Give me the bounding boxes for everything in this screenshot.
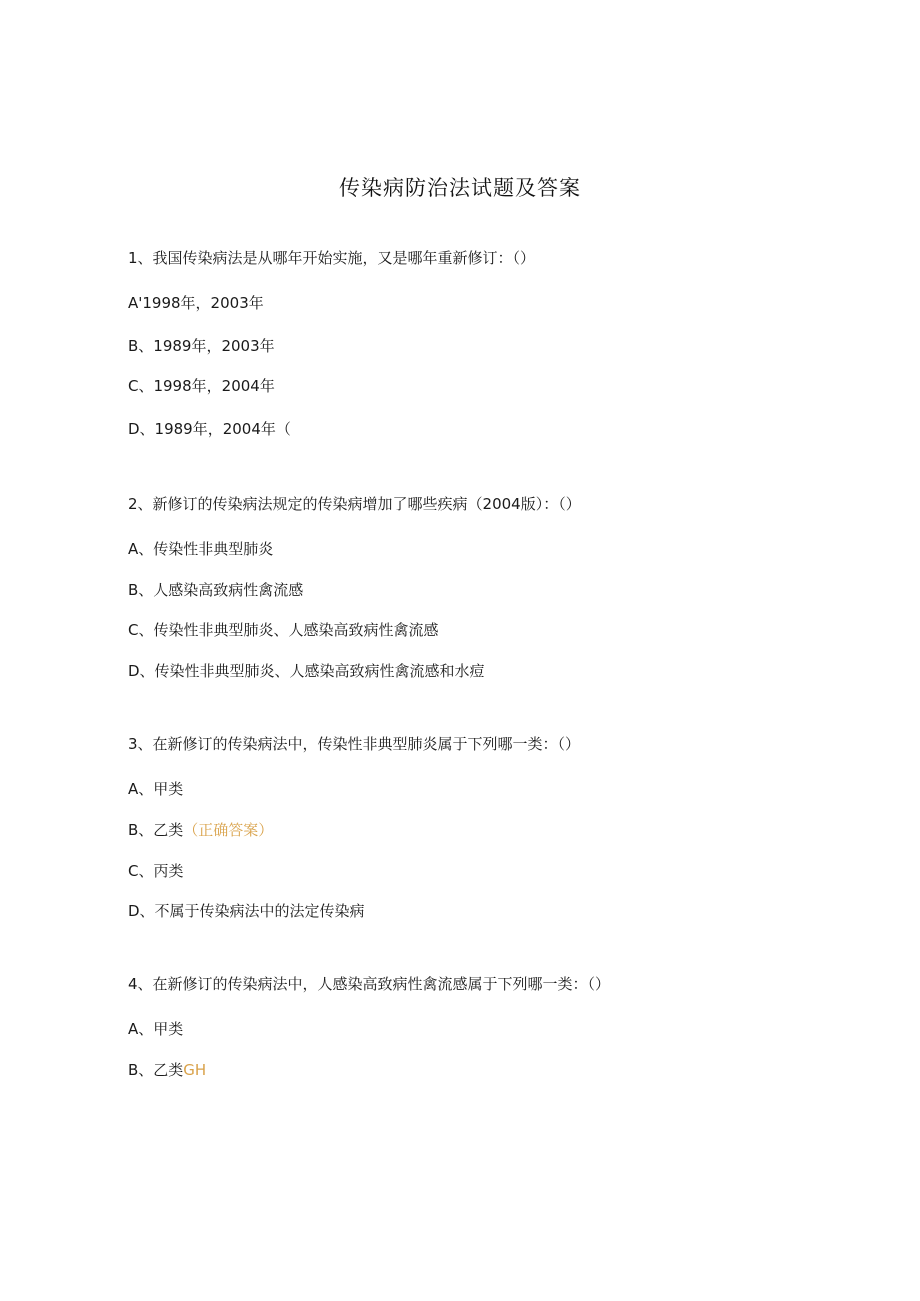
question-3-text: 3、在新修订的传染病法中，传染性非典型肺炎属于下列哪一类：（） <box>128 735 581 753</box>
question-4-option-b <box>128 1060 206 1080</box>
option-label: B、乙类 <box>128 821 184 839</box>
question-2-option-c: C、传染性非典型肺炎、人感染高致病性禽流感 <box>128 621 439 639</box>
option-label: B、乙类 <box>128 1061 184 1079</box>
question-3-option-c: C、丙类 <box>128 862 184 880</box>
question-2-option-d: D、传染性非典型肺炎、人感染高致病性禽流感和水痘 <box>128 662 485 680</box>
question-1-text: 1、我国传染病法是从哪年开始实施，又是哪年重新修订：（） <box>128 249 536 267</box>
question-1-option-c: C、1998年，2004年 <box>128 377 275 395</box>
question-4-text: 4、在新修订的传染病法中，人感染高致病性禽流感属于下列哪一类：（） <box>128 975 611 993</box>
question-3-option-d: D、不属于传染病法中的法定传染病 <box>128 902 365 920</box>
question-2-text: 2、新修订的传染病法规定的传染病增加了哪些疾病（2004版）：（） <box>128 495 581 513</box>
question-1-option-d: D、1989年，2004年（ <box>128 420 291 438</box>
question-2-option-a: A、传染性非典型肺炎 <box>128 540 274 558</box>
page-title: 传染病防治法试题及答案 <box>339 176 581 200</box>
question-3-option-b <box>128 820 273 840</box>
correct-answer-note: （正确答案） <box>183 821 274 839</box>
answer-note: GH <box>183 1061 207 1079</box>
question-3-option-a: A、甲类 <box>128 780 184 798</box>
question-1-option-a: A'1998年，2003年 <box>128 294 264 312</box>
question-1-option-b: B、1989年，2003年 <box>128 337 275 355</box>
question-2-option-b: B、人感染高致病性禽流感 <box>128 581 304 599</box>
question-4-option-a: A、甲类 <box>128 1020 184 1038</box>
